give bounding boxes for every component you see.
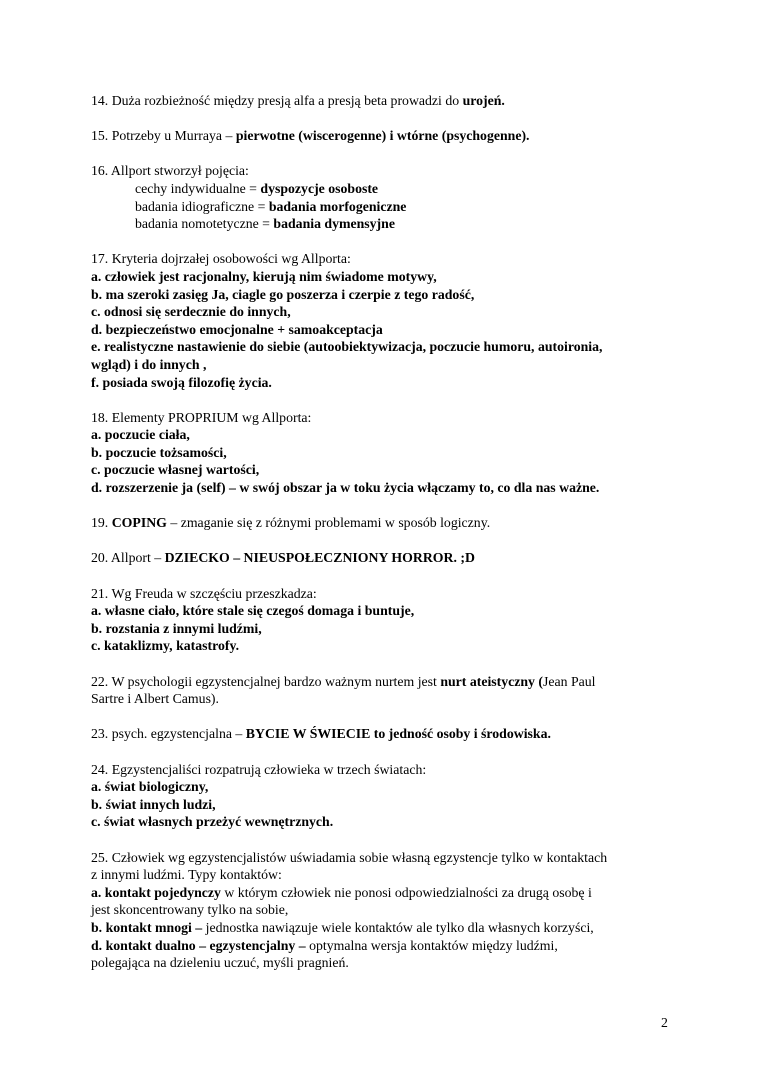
text-line <box>91 620 681 638</box>
note-item <box>91 127 681 145</box>
text-line <box>91 585 681 603</box>
text-line <box>91 215 681 233</box>
text-run: – zmaganie się z różnymi problemami w sposób logiczny. <box>166 515 491 531</box>
bold-text: d. bezpieczeństwo emocjonalne + samoakceptacja <box>91 321 383 337</box>
text-run: 20. Allport – <box>91 550 165 566</box>
note-item <box>91 585 681 655</box>
bold-text: b. poczucie tożsamości, <box>91 444 227 460</box>
text-line <box>91 813 681 831</box>
text-run: w którym człowiek nie ponosi odpowiedzialności za drugą osobę i <box>220 884 592 900</box>
text-line <box>91 356 681 374</box>
note-item <box>91 725 681 743</box>
note-item <box>91 514 681 532</box>
bold-text: e. realistyczne nastawienie do siebie (autoobiektywizacja, poczucie humoru, autoironia, <box>91 339 603 355</box>
bold-text: b. świat innych ludzi, <box>91 796 216 812</box>
text-run: 17. Kryteria dojrzałej osobowości wg Allporta: <box>91 251 351 267</box>
text-line <box>91 250 681 268</box>
text-run: 18. Elementy PROPRIUM wg Allporta: <box>91 409 312 425</box>
note-item <box>91 849 681 972</box>
text-line <box>91 461 681 479</box>
bold-text: pierwotne (wiscerogenne) i wtórne (psychogenne). <box>235 128 530 144</box>
text-line <box>91 92 681 110</box>
note-item <box>91 162 681 232</box>
text-run: polegająca na dzieleniu uczuć, myśli pragnień. <box>91 955 349 971</box>
text-line <box>91 268 681 286</box>
bold-text: DZIECKO – NIEUSPOŁECZNIONY HORROR. ;D <box>164 550 475 566</box>
text-line <box>91 409 681 427</box>
bold-text: dyspozycje osoboste <box>260 180 379 196</box>
text-line <box>91 673 681 691</box>
text-run: Sartre i Albert Camus). <box>91 691 219 707</box>
text-line <box>91 901 681 919</box>
text-line <box>91 374 681 392</box>
text-line <box>91 637 681 655</box>
bold-text: a. własne ciało, które stale się czegoś domaga i buntuje, <box>91 603 415 619</box>
text-run: badania idiograficzne = <box>135 198 269 214</box>
text-line <box>91 444 681 462</box>
text-line <box>91 286 681 304</box>
text-line <box>91 690 681 708</box>
text-run: 24. Egzystencjaliści rozpatrują człowieka w trzech światach: <box>91 761 427 777</box>
text-line <box>91 849 681 867</box>
page-content <box>91 92 681 989</box>
text-line <box>91 725 681 743</box>
note-item <box>91 549 681 567</box>
note-item <box>91 409 681 497</box>
text-line <box>91 162 681 180</box>
text-run: 16. Allport stworzył pojęcia: <box>91 163 249 179</box>
text-line <box>91 180 681 198</box>
text-line <box>91 479 681 497</box>
text-run: jest skoncentrowany tylko na sobie, <box>91 902 289 918</box>
text-line <box>91 549 681 567</box>
bold-text: b. ma szeroki zasięg Ja, ciagle go poszerza i czerpie z tego radość, <box>91 286 475 302</box>
text-run: z innymi ludźmi. Typy kontaktów: <box>91 867 282 883</box>
bold-text: a. człowiek jest racjonalny, kierują nim świadome motywy, <box>91 268 437 284</box>
text-line <box>91 919 681 937</box>
note-item <box>91 250 681 391</box>
bold-text: c. kataklizmy, katastrofy. <box>91 638 240 654</box>
bold-text: a. świat biologiczny, <box>91 779 209 795</box>
text-line <box>91 884 681 902</box>
text-line <box>91 937 681 955</box>
bold-text: COPING <box>111 515 167 531</box>
text-run: 22. W psychologii egzystencjalnej bardzo ważnym nurtem jest <box>91 673 441 689</box>
note-item <box>91 92 681 110</box>
bold-text: urojeń. <box>462 93 505 108</box>
note-item <box>91 673 681 708</box>
text-line <box>91 321 681 339</box>
text-run: badania nomotetyczne = <box>135 216 274 232</box>
page-number: 2 <box>661 1015 668 1030</box>
text-run: 14. Duża rozbieżność między presją alfa a presją beta prowadzi do <box>91 93 463 108</box>
text-line <box>91 127 681 145</box>
text-run: cechy indywidualne = <box>135 180 261 196</box>
bold-text: BYCIE W ŚWIECIE to jedność osoby i środowiska. <box>245 726 551 742</box>
bold-text: d. kontakt dualno – egzystencjalny – <box>91 937 306 953</box>
bold-text: f. posiada swoją filozofię życia. <box>91 374 272 390</box>
text-line <box>91 954 681 972</box>
text-line <box>91 198 681 216</box>
text-line <box>91 866 681 884</box>
text-line <box>91 602 681 620</box>
bold-text: a. poczucie ciała, <box>91 427 190 443</box>
text-line <box>91 514 681 532</box>
bold-text: badania morfogeniczne <box>268 198 407 214</box>
text-line <box>91 338 681 356</box>
text-line <box>91 761 681 779</box>
bold-text: a. kontakt pojedynczy <box>91 884 221 900</box>
text-line <box>91 426 681 444</box>
bold-text: c. świat własnych przeżyć wewnętrznych. <box>91 814 334 830</box>
text-run: 25. Człowiek wg egzystencjalistów uświadamia sobie własną egzystencje tylko w kontaktach <box>91 849 608 865</box>
text-run: 23. psych. egzystencjalna – <box>91 726 246 742</box>
bold-text: d. rozszerzenie ja (self) – w swój obszar ja w toku życia włączamy to, co dla nas ważne. <box>91 480 600 496</box>
bold-text: c. poczucie własnej wartości, <box>91 462 260 478</box>
bold-text: nurt ateistyczny ( <box>440 673 544 689</box>
text-run: Jean Paul <box>543 673 596 689</box>
text-run: jednostka nawiązuje wiele kontaktów ale tylko dla własnych korzyści, <box>202 919 594 935</box>
text-run: 19. <box>91 515 112 531</box>
bold-text: b. kontakt mnogi – <box>91 919 203 935</box>
bold-text: c. odnosi się serdecznie do innych, <box>91 304 291 320</box>
text-run: 15. Potrzeby u Murraya – <box>91 128 236 144</box>
text-line <box>91 303 681 321</box>
text-run: 21. Wg Freuda w szczęściu przeszkadza: <box>91 585 317 601</box>
bold-text: badania dymensyjne <box>273 216 395 232</box>
text-line <box>91 796 681 814</box>
bold-text: wgląd) i do innych , <box>91 356 207 372</box>
text-line <box>91 778 681 796</box>
bold-text: b. rozstania z innymi ludźmi, <box>91 620 262 636</box>
text-run: optymalna wersja kontaktów między ludźmi, <box>305 937 558 953</box>
note-item <box>91 761 681 831</box>
